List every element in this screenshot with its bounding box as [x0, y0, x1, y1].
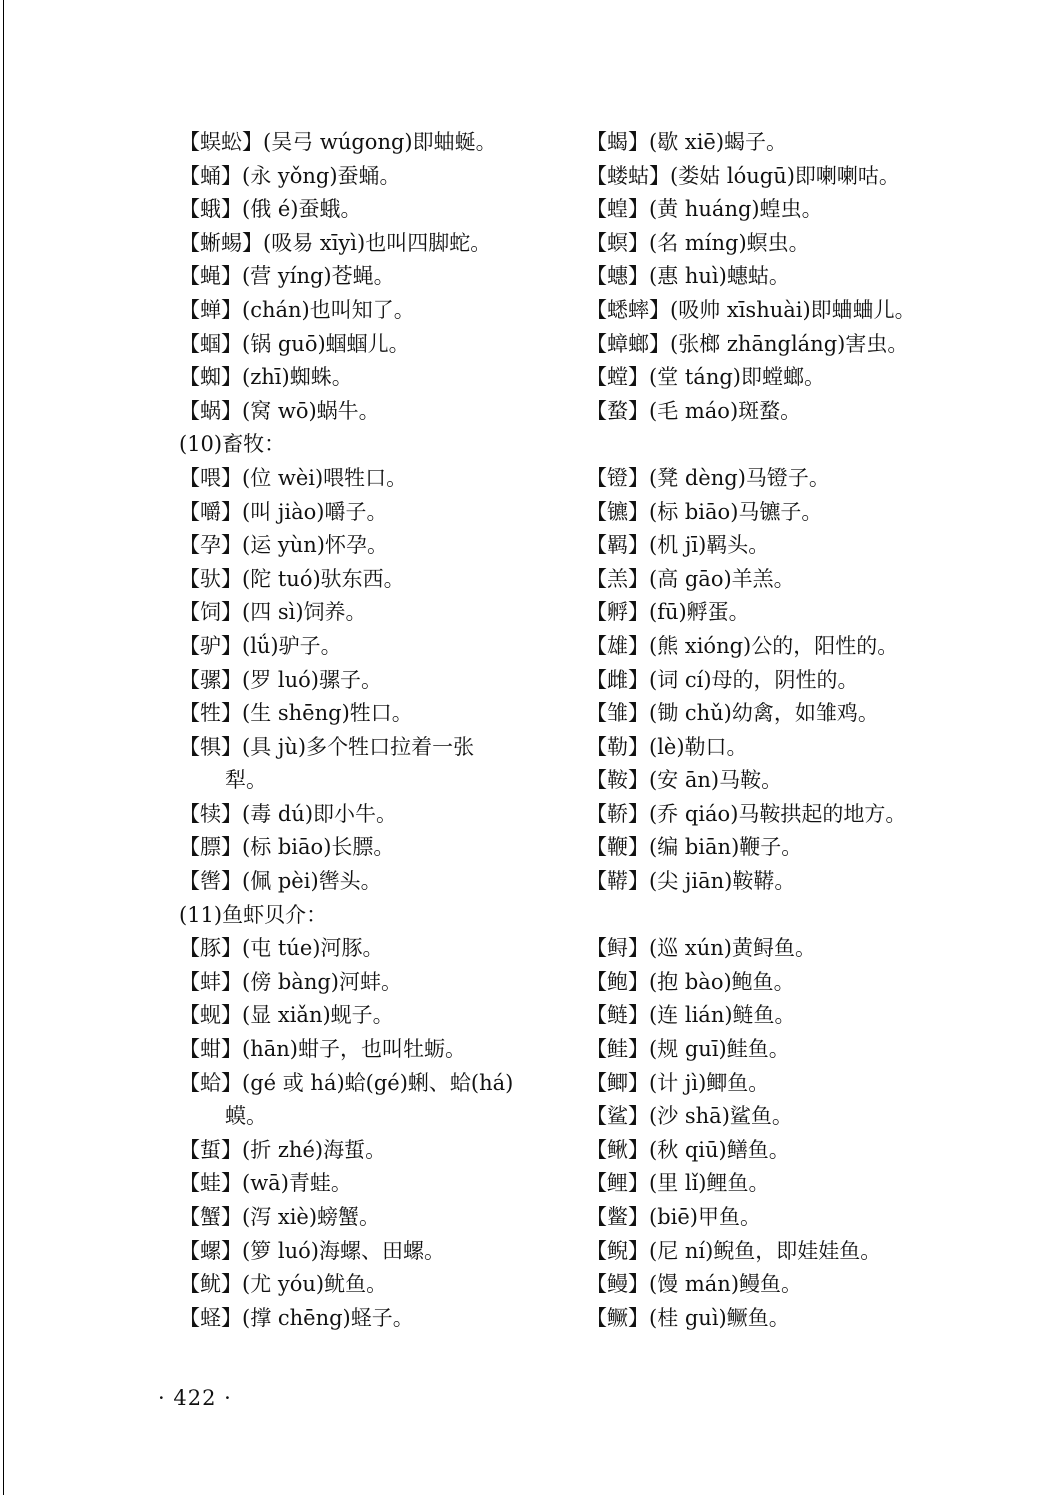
entry-line: 【鲟】(巡 xún)黄鲟鱼。 — [586, 936, 816, 961]
entry-line: 【鲢】(连 lián)鲢鱼。 — [586, 1003, 796, 1028]
blank-line — [586, 899, 1026, 933]
entry-line: 【鳗】(馒 mán)鳗鱼。 — [586, 1272, 803, 1297]
entry-line: 【蜈蚣】(吴弓 wúgong)即蚰蜒。 — [179, 130, 497, 154]
entry-line: 【鲍】(抱 bào)鲍鱼。 — [586, 969, 795, 994]
entry-line: 【鞒】(乔 qiáo)马鞍拱起的地方。 — [586, 801, 907, 826]
entry-line: 【鲫】(计 jì)鲫鱼。 — [586, 1070, 770, 1095]
section-heading: (11)鱼虾贝介： — [179, 902, 328, 927]
entry-line: 【蟑螂】(张榔 zhāngláng)害虫。 — [586, 331, 909, 356]
blank-line — [586, 428, 1026, 462]
entry-line: 【鱿】(尤 yóu)鱿鱼。 — [179, 1272, 388, 1297]
entry-line: 【蝉】(chán)也叫知了。 — [179, 297, 415, 322]
entry-continuation: 蟆。 — [225, 1104, 267, 1129]
entry-continuation: 犁。 — [225, 768, 267, 793]
entry-line: 【雌】(词 cí)母的，阴性的。 — [586, 667, 859, 692]
entry-line: 【螟】(名 míng)螟虫。 — [586, 230, 810, 255]
entry-line: 【鞯】(尖 jiān)鞍鞯。 — [586, 869, 796, 894]
entry-line: 【羔】(高 gāo)羊羔。 — [586, 566, 795, 591]
entry-line: 【鲵】(尼 ní)鲵鱼，即娃娃鱼。 — [586, 1238, 882, 1263]
page-number: · 422 · — [158, 1386, 232, 1410]
entry-line: 【羁】(机 jī)羁头。 — [586, 533, 770, 558]
entry-line: 【蟋蟀】(吸帅 xīshuài)即蛐蛐儿。 — [586, 297, 916, 322]
entry-line: 【蝼蛄】(娄姑 lóugū)即喇喇咕。 — [586, 163, 900, 188]
entry-line: 【雄】(熊 xióng)公的，阳性的。 — [586, 633, 899, 658]
entry-line: 【蝈】(锅 guō)蝈蝈儿。 — [179, 331, 410, 356]
entry-line: 【嚼】(叫 jiào)嚼子。 — [179, 499, 388, 524]
entry-line: 【蛹】(永 yǒng)蚕蛹。 — [179, 163, 401, 188]
entry-line: 【蛤】(gé 或 há)蛤(gé)蜊、蛤(há) — [179, 1070, 514, 1095]
entry-line: 【鞍】(安 ān)马鞍。 — [586, 768, 783, 793]
entry-line: 【鳜】(桂 guì)鳜鱼。 — [586, 1305, 790, 1330]
entry-line: 【孵】(fū)孵蛋。 — [586, 600, 750, 625]
entry-line: 【蛏】(撑 chēng)蛏子。 — [179, 1305, 414, 1330]
entry-line: 【螳】(堂 táng)即螳螂。 — [586, 365, 825, 390]
entry-line: 【蟪】(惠 huì)蟪蛄。 — [586, 264, 790, 289]
entry-line: 【镳】(标 biāo)马镳子。 — [586, 499, 823, 524]
entry-line: 【鳖】(biē)甲鱼。 — [586, 1205, 761, 1229]
entry-line: 【蚬】(显 xiǎn)蚬子。 — [179, 1003, 394, 1028]
entry-line: 【鲑】(规 guī)鲑鱼。 — [586, 1037, 790, 1062]
entry-line: 【蛾】(俄 é)蚕蛾。 — [179, 197, 362, 222]
entry-line: 【雏】(锄 chǔ)幼禽，如雏鸡。 — [586, 701, 879, 726]
entry-line: 【勒】(lè)勒口。 — [586, 734, 748, 759]
left-column — [179, 126, 539, 1335]
entry-line: 【蝥】(毛 máo)斑蝥。 — [586, 398, 802, 423]
entry-line: 【犊】(毒 dú)即小牛。 — [179, 801, 398, 826]
entry-line: 【喂】(位 wèi)喂牲口。 — [179, 465, 408, 490]
entry-line: 【蚌】(傍 bàng)河蚌。 — [179, 969, 402, 994]
entry-line: 【鞭】(编 biān)鞭子。 — [586, 835, 803, 860]
entry-line: 【蟹】(泻 xiè)螃蟹。 — [179, 1205, 381, 1229]
entry-line: 【蜘】(zhī)蜘蛛。 — [179, 365, 353, 390]
entry-line: 【驮】(陀 tuó)驮东西。 — [179, 566, 405, 591]
entry-line: 【饲】(四 sì)饲养。 — [179, 600, 367, 625]
entry-line: 【驴】(lǘ)驴子。 — [179, 633, 342, 658]
scan-edge-line — [3, 0, 4, 1495]
entry-line: 【鲨】(沙 shā)鲨鱼。 — [586, 1104, 793, 1129]
entry-line: 【螺】(箩 luó)海螺、田螺。 — [179, 1238, 445, 1263]
entry-line: 【蛙】(wā)青蛙。 — [179, 1171, 352, 1196]
entry-line: 【骡】(罗 luó)骡子。 — [179, 667, 382, 692]
entry-line: 【蝎】(歇 xiē)蝎子。 — [586, 130, 788, 154]
entry-line: 【牲】(生 shēng)牲口。 — [179, 701, 413, 726]
entry-line: 【蜥蜴】(吸易 xīyì)也叫四脚蛇。 — [179, 230, 492, 255]
entry-line: 【鲤】(里 lǐ)鲤鱼。 — [586, 1171, 770, 1196]
entry-line: 【孕】(运 yùn)怀孕。 — [179, 533, 388, 558]
entry-line: 【蝗】(黄 huáng)蝗虫。 — [586, 197, 823, 222]
entry-line: 【犋】(具 jù)多个牲口拉着一张 — [179, 734, 475, 759]
entry-line: 【蝇】(营 yíng)苍蝇。 — [179, 264, 395, 289]
entry-line: 【镫】(凳 dèng)马镫子。 — [586, 465, 830, 490]
entry-line: 【膘】(标 biāo)长膘。 — [179, 835, 395, 860]
right-column — [586, 126, 1026, 1335]
entry-line: 【辔】(佩 pèi)辔头。 — [179, 869, 382, 894]
entry-line: 【豚】(屯 túe)河豚。 — [179, 936, 384, 961]
entry-line: 【蜇】(折 zhé)海蜇。 — [179, 1137, 387, 1162]
entry-line: 【蜗】(窝 wō)蜗牛。 — [179, 398, 380, 423]
entry-line: 【鳅】(秋 qiū)鳝鱼。 — [586, 1137, 790, 1162]
entry-line: 【蚶】(hān)蚶子，也叫牡蛎。 — [179, 1037, 466, 1062]
section-heading: (10)畜牧： — [179, 432, 286, 457]
